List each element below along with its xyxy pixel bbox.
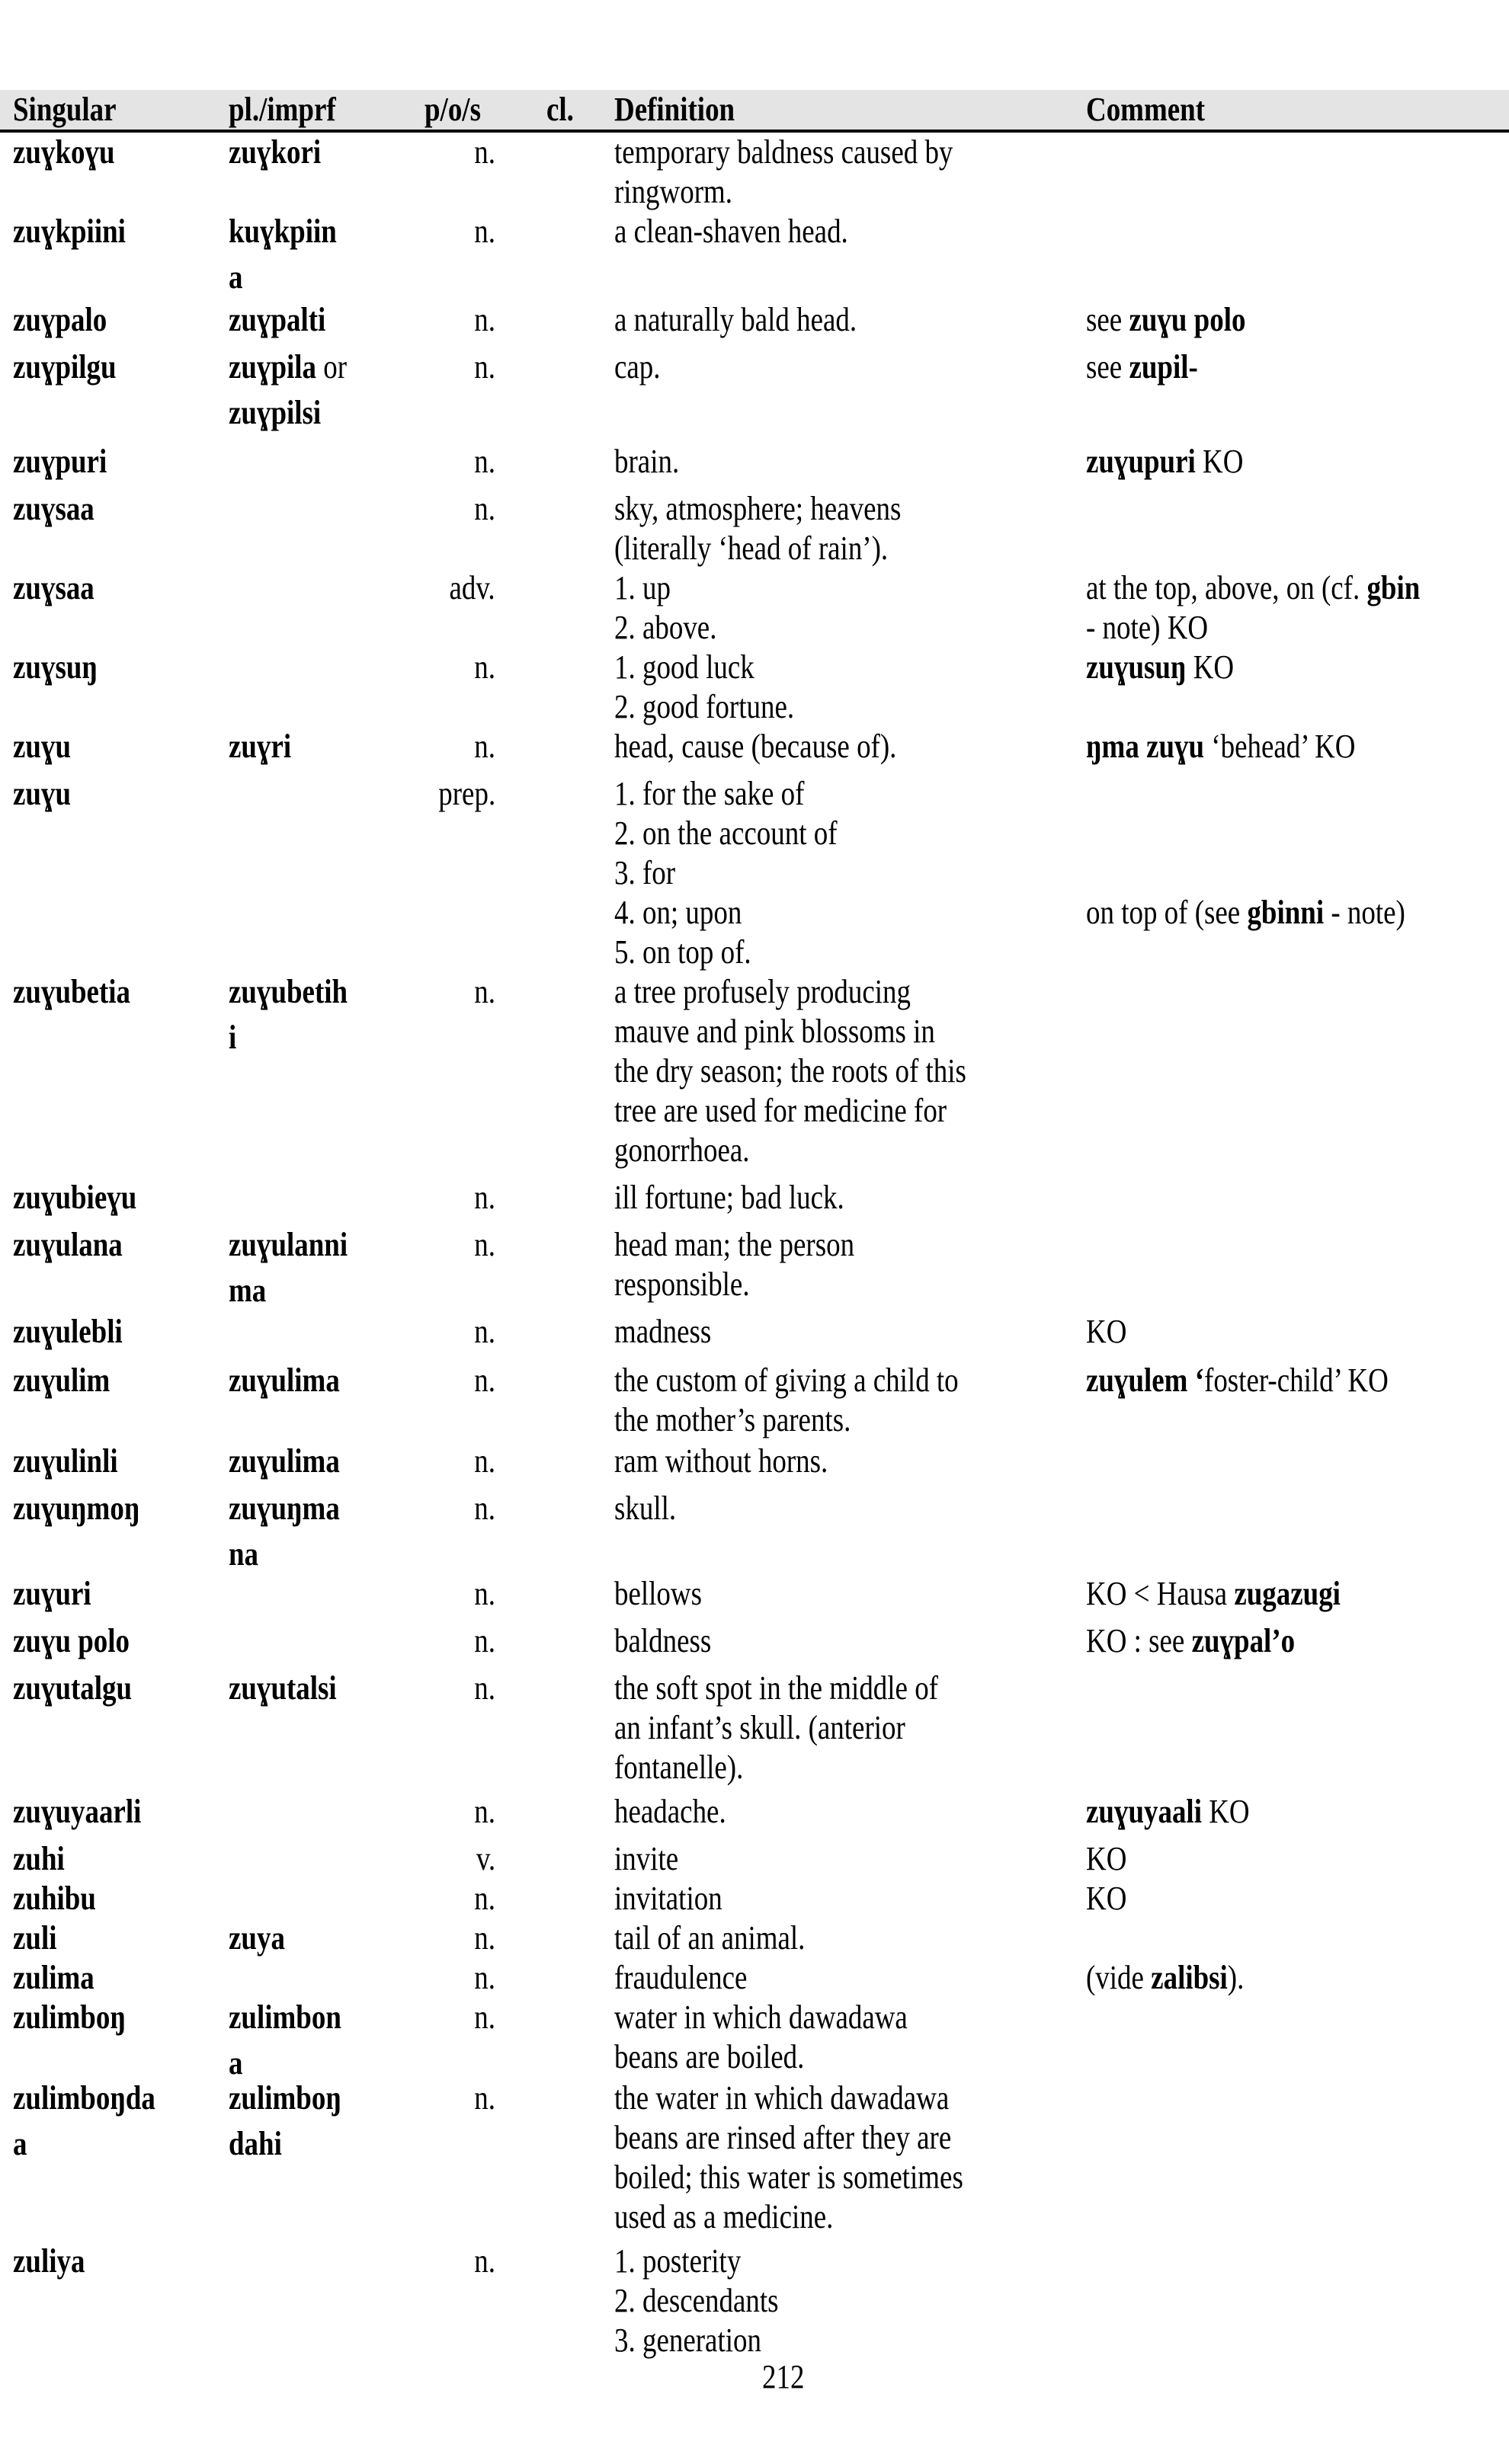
definition-line: boiled; this water is sometimes bbox=[614, 2158, 963, 2196]
definition-line: beans are boiled. bbox=[614, 2038, 805, 2075]
part-of-speech: n. bbox=[474, 1998, 495, 2036]
plural-form: zuɣkori bbox=[229, 133, 322, 171]
part-of-speech: n. bbox=[474, 1793, 495, 1830]
comment-line: see zuɣu polo bbox=[1086, 301, 1246, 338]
part-of-speech: v. bbox=[476, 1840, 495, 1877]
headword: a bbox=[13, 2125, 27, 2162]
column-header-comment: Comment bbox=[1086, 91, 1206, 128]
cross-reference: zalibsi bbox=[1151, 1959, 1228, 1996]
definition-line: the soft spot in the middle of bbox=[614, 1669, 938, 1707]
definition-line: head man; the person bbox=[614, 1226, 855, 1263]
part-of-speech: n. bbox=[474, 1490, 495, 1527]
definition-line: (literally ‘head of rain’). bbox=[614, 530, 889, 567]
cross-reference: gbinni bbox=[1247, 894, 1325, 931]
cross-reference: zuɣpal’o bbox=[1191, 1622, 1296, 1659]
definition-line: used as a medicine. bbox=[614, 2198, 834, 2235]
part-of-speech: n. bbox=[474, 1959, 495, 1996]
cross-reference: ŋma zuɣu bbox=[1086, 728, 1205, 765]
plural-form: zuɣulima bbox=[229, 1362, 340, 1399]
part-of-speech: n. bbox=[474, 301, 495, 338]
plural-form: zuya bbox=[229, 1919, 285, 1957]
part-of-speech: n. bbox=[474, 1226, 495, 1263]
part-of-speech: n. bbox=[474, 133, 495, 171]
comment-line: zuɣuyaali KO bbox=[1086, 1793, 1250, 1830]
headword: zuɣkpiini bbox=[13, 213, 126, 250]
definition-line: the custom of giving a child to bbox=[614, 1362, 959, 1399]
plural-form: zuɣpila or bbox=[229, 348, 348, 386]
headword: zuɣulebli bbox=[13, 1313, 123, 1350]
headword: zuɣsaa bbox=[13, 490, 95, 527]
headword: zulimboŋda bbox=[13, 2079, 155, 2117]
plural-form: zuɣpilsi bbox=[229, 394, 322, 431]
table-header-band bbox=[0, 90, 1509, 130]
definition-line: responsible. bbox=[614, 1266, 750, 1303]
definition-line: 1. posterity bbox=[614, 2242, 742, 2280]
comment-line: KO bbox=[1086, 1313, 1127, 1350]
headword: zuɣu bbox=[13, 775, 72, 812]
headword: zuhibu bbox=[13, 1880, 96, 1917]
part-of-speech: n. bbox=[474, 1442, 495, 1480]
comment-line: ŋma zuɣu ‘behead’ KO bbox=[1086, 728, 1356, 765]
definition-line: a naturally bald head. bbox=[614, 301, 857, 338]
headword: zuɣuyaarli bbox=[13, 1793, 142, 1830]
definition-line: cap. bbox=[614, 348, 661, 386]
headword: zuɣkoɣu bbox=[13, 133, 115, 171]
cross-reference: zugazugi bbox=[1234, 1575, 1341, 1612]
headword: zulima bbox=[13, 1959, 95, 1996]
definition-line: fontanelle). bbox=[614, 1749, 744, 1786]
definition-line: ill fortune; bad luck. bbox=[614, 1179, 844, 1216]
definition-line: water in which dawadawa bbox=[614, 1998, 908, 2036]
column-header-class: cl. bbox=[546, 91, 574, 128]
page-number: 212 bbox=[762, 2358, 805, 2395]
part-of-speech: prep. bbox=[438, 775, 495, 812]
definition-line: invite bbox=[614, 1840, 679, 1877]
plural-form: zuɣulanni bbox=[229, 1226, 348, 1263]
part-of-speech: n. bbox=[474, 2242, 495, 2280]
part-of-speech: n. bbox=[474, 348, 495, 386]
plural-form: zulimboŋ bbox=[229, 2079, 341, 2117]
part-of-speech: adv. bbox=[449, 569, 495, 606]
headword: zuɣpilgu bbox=[13, 348, 117, 386]
definition-line: 4. on; upon bbox=[614, 894, 742, 931]
definition-line: the water in which dawadawa bbox=[614, 2079, 950, 2117]
definition-line: 5. on top of. bbox=[614, 933, 751, 971]
cross-reference: zuɣu polo bbox=[1129, 301, 1246, 338]
comment-line: at the top, above, on (cf. gbin bbox=[1086, 569, 1421, 606]
part-of-speech: n. bbox=[474, 648, 495, 686]
headword: zuɣuŋmoŋ bbox=[13, 1490, 140, 1527]
headword: zuɣulinli bbox=[13, 1442, 118, 1480]
plural-form: na bbox=[229, 1535, 259, 1573]
comment-line: KO bbox=[1086, 1880, 1127, 1917]
part-of-speech: n. bbox=[474, 443, 495, 480]
definition-line: brain. bbox=[614, 443, 680, 480]
definition-line: skull. bbox=[614, 1490, 677, 1527]
plural-word: zuɣpila bbox=[229, 348, 317, 386]
comment-line: see zupil- bbox=[1086, 348, 1198, 386]
column-header-definition: Definition bbox=[614, 91, 735, 128]
definition-line: 1. good luck bbox=[614, 648, 754, 686]
definition-line: beans are rinsed after they are bbox=[614, 2119, 952, 2156]
headword: zuɣpalo bbox=[13, 301, 107, 338]
headword: zuliya bbox=[13, 2242, 85, 2280]
definition-line: the dry season; the roots of this bbox=[614, 1052, 966, 1090]
plural-form: i bbox=[229, 1019, 237, 1056]
definition-line: 3. for bbox=[614, 854, 676, 891]
definition-line: bellows bbox=[614, 1575, 702, 1612]
plural-form: zuɣulima bbox=[229, 1442, 340, 1480]
definition-line: 1. up bbox=[614, 569, 671, 606]
comment-line: KO < Hausa zugazugi bbox=[1086, 1575, 1341, 1612]
comment-line: KO bbox=[1086, 1840, 1127, 1877]
definition-line: 3. generation bbox=[614, 2322, 761, 2359]
cross-reference: gbin bbox=[1366, 569, 1421, 606]
plural-form: zuɣubetih bbox=[229, 973, 348, 1010]
plural-form: ma bbox=[229, 1272, 267, 1309]
definition-line: sky, atmosphere; heavens bbox=[614, 490, 902, 527]
definition-line: mauve and pink blossoms in bbox=[614, 1013, 935, 1050]
definition-line: a tree profusely producing bbox=[614, 973, 911, 1010]
plural-form: kuɣkpiin bbox=[229, 213, 337, 250]
headword: zuɣu bbox=[13, 728, 72, 765]
comment-line: zuɣupuri KO bbox=[1086, 443, 1244, 480]
part-of-speech: n. bbox=[474, 1179, 495, 1216]
cross-reference: zuɣupuri bbox=[1086, 443, 1196, 480]
column-header-singular: Singular bbox=[13, 91, 117, 128]
comment-line: zuɣulem ‘foster-child’ KO bbox=[1086, 1362, 1389, 1399]
comment-line: zuɣusuŋ KO bbox=[1086, 648, 1235, 686]
plural-form: zuɣri bbox=[229, 728, 292, 765]
definition-line: the mother’s parents. bbox=[614, 1401, 851, 1438]
definition-line: ringworm. bbox=[614, 173, 733, 210]
definition-line: invitation bbox=[614, 1880, 722, 1917]
comment-line: (vide zalibsi). bbox=[1086, 1959, 1245, 1996]
headword: zuɣulana bbox=[13, 1226, 123, 1263]
headword: zuɣuri bbox=[13, 1575, 91, 1612]
plural-form: dahi bbox=[229, 2125, 282, 2162]
definition-line: madness bbox=[614, 1313, 712, 1350]
part-of-speech: n. bbox=[474, 2079, 495, 2117]
definition-line: temporary baldness caused by bbox=[614, 133, 953, 171]
part-of-speech: n. bbox=[474, 1919, 495, 1957]
headword: zuɣsuŋ bbox=[13, 648, 98, 686]
comment-line: - note) KO bbox=[1086, 609, 1209, 646]
definition-line: 2. above. bbox=[614, 609, 717, 646]
plural-form: zuɣutalsi bbox=[229, 1669, 337, 1707]
plural-form: a bbox=[229, 258, 243, 296]
cross-reference: zuɣuyaali bbox=[1086, 1793, 1202, 1830]
headword: zuɣutalgu bbox=[13, 1669, 133, 1707]
part-of-speech: n. bbox=[474, 1575, 495, 1612]
part-of-speech: n. bbox=[474, 1622, 495, 1659]
definition-line: head, cause (because of). bbox=[614, 728, 897, 765]
part-of-speech: n. bbox=[474, 973, 495, 1010]
part-of-speech: n. bbox=[474, 1313, 495, 1350]
plural-form: a bbox=[229, 2044, 243, 2082]
headword: zuɣpuri bbox=[13, 443, 107, 480]
headword: zulimboŋ bbox=[13, 1998, 126, 2036]
column-header-plural: pl./imprf bbox=[229, 91, 336, 128]
definition-line: tail of an animal. bbox=[614, 1919, 806, 1957]
part-of-speech: n. bbox=[474, 1362, 495, 1399]
cross-reference: zuɣulem ‘ bbox=[1086, 1362, 1205, 1399]
part-of-speech: n. bbox=[474, 1669, 495, 1707]
column-header-pos: p/o/s bbox=[425, 91, 481, 128]
headword: zuɣsaa bbox=[13, 569, 95, 606]
headword: zuɣubieɣu bbox=[13, 1179, 137, 1216]
definition-line: baldness bbox=[614, 1622, 712, 1659]
definition-line: tree are used for medicine for bbox=[614, 1092, 947, 1129]
headword: zuɣulim bbox=[13, 1362, 111, 1399]
part-of-speech: n. bbox=[474, 1880, 495, 1917]
definition-line: 2. descendants bbox=[614, 2282, 779, 2319]
plural-form: zuɣuŋma bbox=[229, 1490, 340, 1527]
part-of-speech: n. bbox=[474, 728, 495, 765]
headword: zuɣubetia bbox=[13, 973, 131, 1010]
definition-line: ram without horns. bbox=[614, 1442, 828, 1480]
part-of-speech: n. bbox=[474, 490, 495, 527]
comment-line: KO : see zuɣpal’o bbox=[1086, 1622, 1296, 1659]
definition-line: 2. on the account of bbox=[614, 814, 838, 852]
headword: zuhi bbox=[13, 1840, 65, 1877]
plural-form: zulimbon bbox=[229, 1998, 341, 2036]
cross-reference: zupil- bbox=[1129, 348, 1198, 386]
definition-line: 1. for the sake of bbox=[614, 775, 805, 812]
definition-line: an infant’s skull. (anterior bbox=[614, 1709, 905, 1746]
definition-line: gonorrhoea. bbox=[614, 1131, 750, 1169]
headword: zuli bbox=[13, 1919, 57, 1957]
part-of-speech: n. bbox=[474, 213, 495, 250]
definition-line: fraudulence bbox=[614, 1959, 748, 1996]
headword: zuɣu polo bbox=[13, 1622, 130, 1659]
definition-line: a clean-shaven head. bbox=[614, 213, 848, 250]
definition-line: headache. bbox=[614, 1793, 726, 1830]
plural-form: zuɣpalti bbox=[229, 301, 326, 338]
definition-line: 2. good fortune. bbox=[614, 688, 795, 725]
cross-reference: zuɣusuŋ bbox=[1086, 648, 1187, 686]
comment-line: on top of (see gbinni - note) bbox=[1086, 894, 1405, 931]
